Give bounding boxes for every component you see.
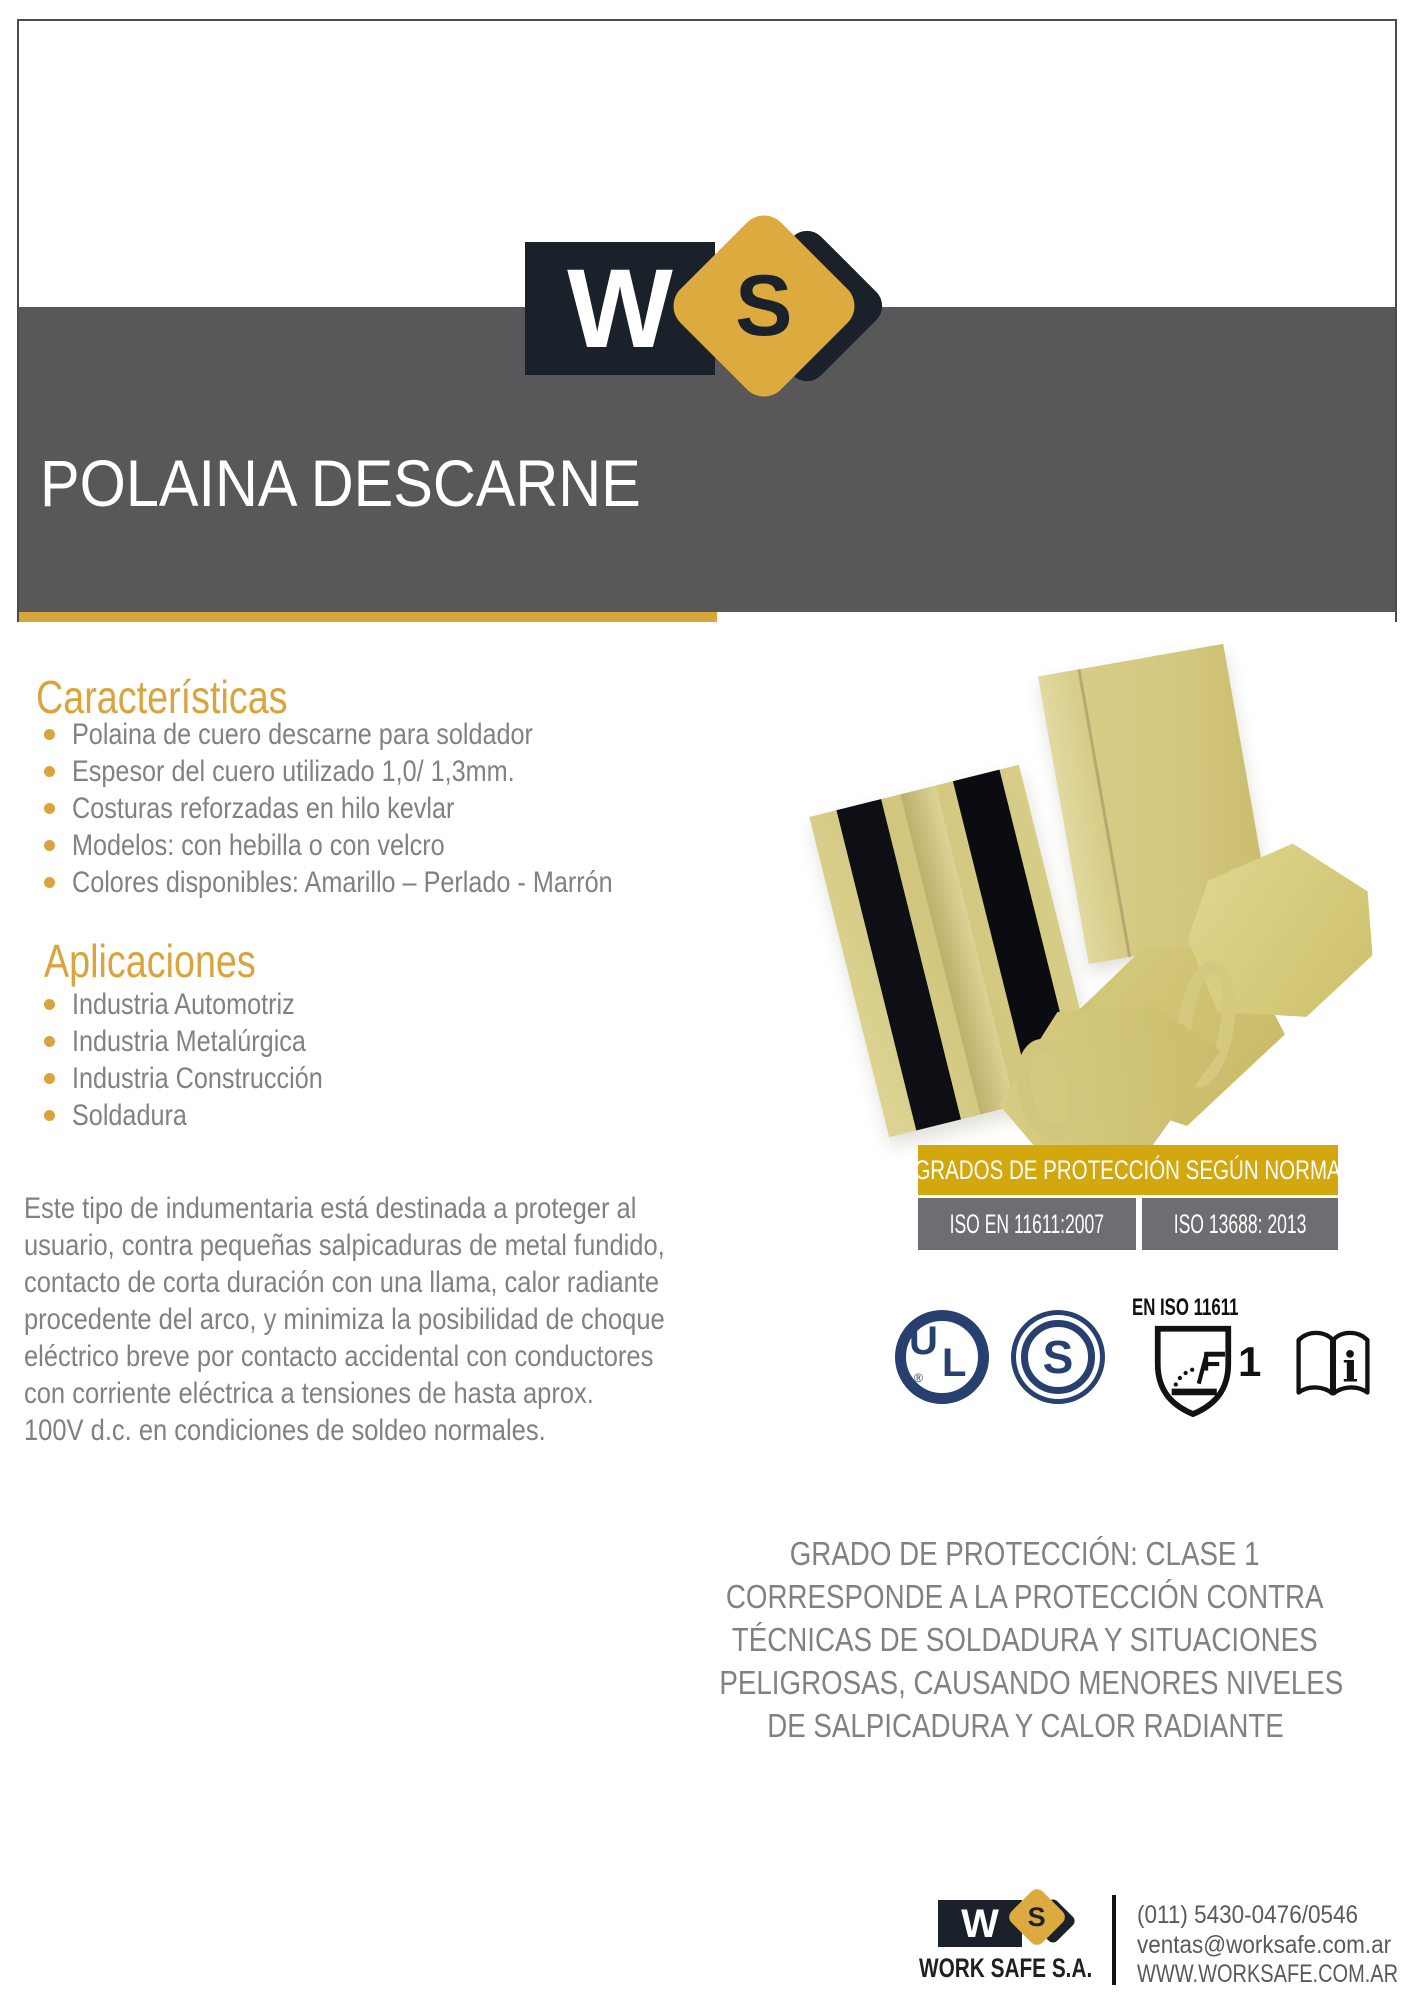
protection-grade-text: GRADO DE PROTECCIÓN: CLASE 1 CORRESPONDE A LA PROTECCIÓN CONTRA TÉCNICAS DE SOLDADURA Y SITUACIONES PELIGROSAS, CAUSANDO MENORES NIVELES DE SALPICADURA Y CALOR RADIANTE	[719, 1535, 1344, 1744]
instruction-book-icon	[1290, 1326, 1376, 1404]
section-heading-caracteristicas: Características	[36, 671, 288, 723]
bullet-icon	[44, 1110, 55, 1121]
list-item: Polaina de cuero descarne para soldador	[44, 716, 716, 753]
bullet-icon	[44, 766, 55, 777]
footer-divider	[1112, 1895, 1116, 1985]
list-item: Industria Metalúrgica	[44, 1023, 370, 1060]
bullet-icon	[44, 877, 55, 888]
iso-badge-11611: ISO EN 11611:2007	[918, 1198, 1136, 1250]
logo-letter-w: W	[567, 245, 673, 371]
ul-certification-icon: U L ®	[895, 1310, 989, 1404]
section-heading-aplicaciones: Aplicaciones	[44, 935, 256, 987]
bullet-icon	[44, 1036, 55, 1047]
description-paragraph: Este tipo de indumentaria está destinada a proteger al usuario, contra pequeñas salpicaduras de metal fundido, contacto de corta duración con una llama, calor radiante procedente del arco, y minimiza la posibilidad de choque eléctrico breve por contacto accidental con conductores con corriente eléctrica a tensiones de hasta aprox. 100V d.c. en condiciones de soldeo normales.	[24, 1192, 665, 1447]
bullet-icon	[44, 803, 55, 814]
product-photo	[850, 628, 1410, 1143]
list-item: Soldadura	[44, 1097, 370, 1134]
logo-diamond	[664, 206, 865, 407]
list-item: Industria Construcción	[44, 1060, 370, 1097]
footer-website: WWW.WORKSAFE.COM.AR	[1137, 1960, 1399, 1988]
caracteristicas-list	[44, 716, 716, 901]
footer-logo	[938, 1888, 1088, 1954]
page-title: POLAINA DESCARNE	[40, 446, 641, 520]
footer-logo-letter-w: W	[961, 1901, 999, 1946]
protection-banner: GRADOS DE PROTECCIÓN SEGÚN NORMA	[918, 1145, 1338, 1195]
list-item: Colores disponibles: Amarillo – Perlado - Marrón	[44, 864, 716, 901]
gold-underline-bar	[19, 612, 717, 622]
footer-contact-info	[1137, 1901, 1414, 1990]
footer-logo-w-block	[938, 1900, 1022, 1947]
footer-email: ventas@worksafe.com.ar	[1137, 1930, 1392, 1959]
footer-logo-letter-s: S	[1027, 1901, 1047, 1932]
bullet-icon	[44, 999, 55, 1010]
iso-badge-13688: ISO 13688: 2013	[1142, 1198, 1338, 1250]
list-item: Costuras reforzadas en hilo kevlar	[44, 790, 716, 827]
list-item: Espesor del cuero utilizado 1,0/ 1,3mm.	[44, 753, 716, 790]
shield-label: EN ISO 11611	[1132, 1294, 1239, 1321]
welding-shield-icon	[1152, 1322, 1234, 1420]
book-letter-i: i	[1342, 1342, 1359, 1392]
logo-letter-s: S	[735, 258, 793, 354]
velcro-stripe	[835, 793, 967, 1137]
footer-phone: (011) 5430-0476/0546	[1137, 1901, 1359, 1929]
bullet-icon	[44, 1073, 55, 1084]
list-item: Industria Automotriz	[44, 986, 370, 1023]
brand-logo	[525, 205, 905, 415]
bullet-icon	[44, 729, 55, 740]
protection-class-number: 1	[1238, 1338, 1262, 1385]
aplicaciones-list	[44, 986, 370, 1134]
bullet-icon	[44, 840, 55, 851]
footer-company-name: WORK SAFE S.A.	[919, 1953, 1093, 1983]
list-item: Modelos: con hebilla o con velcro	[44, 827, 716, 864]
s-certification-icon: S	[1011, 1310, 1105, 1404]
